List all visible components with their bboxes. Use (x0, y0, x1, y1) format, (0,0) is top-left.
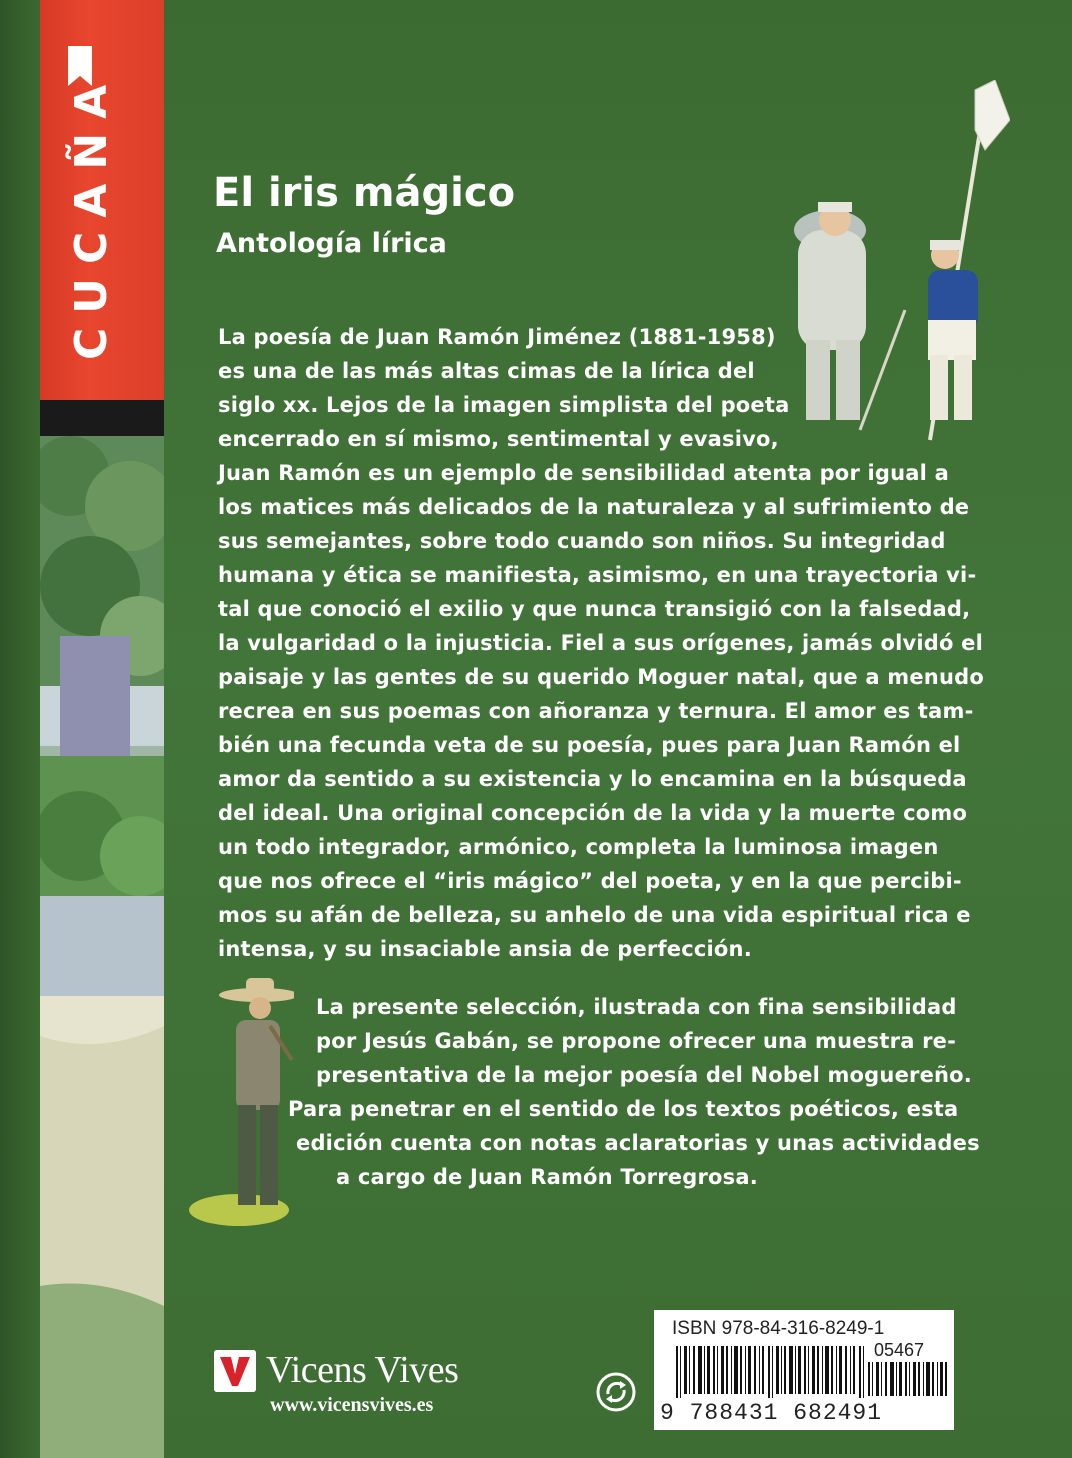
ean-number: 9 788431 682491 (660, 1400, 883, 1426)
publisher-website[interactable]: www.vicensvives.es (270, 1394, 434, 1416)
spine-illustration (40, 436, 164, 1458)
text-line: es una de las más altas cimas de la lírica del (218, 359, 755, 383)
text-line: sus semejantes, sobre todo cuando son niños. Su integridad (218, 529, 946, 553)
recycle-icon (596, 1372, 636, 1412)
text-line: La poesía de Juan Ramón Jiménez (1881-1958) (218, 325, 776, 349)
text-line: un todo integrador, armónico, completa la luminosa imagen (218, 835, 939, 859)
book-title: El iris mágico (213, 170, 516, 216)
publisher-name: Vicens Vives (266, 1349, 459, 1391)
book-subtitle: Antología lírica (216, 228, 447, 259)
text-line: tal que conoció el exilio y que nunca transigió con la falsedad, (218, 597, 971, 621)
text-line: bién una fecunda veta de su poesía, pues para Juan Ramón el (218, 733, 961, 757)
text-line: La presente selección, ilustrada con fina sensibilidad (316, 995, 957, 1019)
two-men-illustration (770, 80, 1010, 450)
text-line: siglo xx. Lejos de la imagen simplista del poeta (218, 393, 790, 417)
garden-illustration (40, 436, 164, 1458)
spine-divider (40, 400, 164, 436)
ean-barcode (676, 1346, 866, 1398)
text-line: encerrado en sí mismo, sentimental y evasivo, (218, 427, 779, 451)
text-line: humana y ética se manifiesta, asimismo, en una trayectoria vi- (218, 563, 977, 587)
text-line: intensa, y su insaciable ansia de perfección. (218, 937, 752, 961)
publisher-logo-icon (214, 1350, 256, 1392)
text-line: recrea en sus poemas con añoranza y ternura. El amor es tam- (218, 699, 974, 723)
text-line: los matices más delicados de la naturaleza y al sufrimiento de (218, 495, 970, 519)
text-line: paisaje y las gentes de su querido Moguer natal, que a menudo (218, 665, 984, 689)
isbn-label: ISBN 978-84-316-8249-1 (672, 1318, 885, 1339)
text-line: Para penetrar en el sentido de los textos poéticos, esta (288, 1097, 959, 1121)
text-line: amor da sentido a su existencia y lo encamina en la búsqueda (218, 767, 967, 791)
publisher-logo (214, 1350, 256, 1392)
text-line: por Jesús Gabán, se propone ofrecer una muestra re- (316, 1029, 957, 1053)
text-line: del ideal. Una original concepción de la vida y la muerte como (218, 801, 968, 825)
text-line: Juan Ramón es un ejemplo de sensibilidad atenta por igual a (218, 461, 949, 485)
price-code: 05467 (874, 1340, 925, 1360)
text-line: la vulgaridad o la injusticia. Fiel a sus orígenes, jamás olvidó el (218, 631, 984, 655)
spine-edge (0, 0, 40, 1458)
flute-player-illustration (184, 970, 294, 1230)
price-barcode (868, 1362, 948, 1396)
series-label: CUCAÑA (66, 70, 117, 360)
text-line: que nos ofrece el “iris mágico” del poeta, y en la que percibi- (218, 869, 962, 893)
text-line: edición cuenta con notas aclaratorias y unas actividades (296, 1131, 980, 1155)
text-line: mos su afán de belleza, su anhelo de una vida espiritual rica e (218, 903, 971, 927)
text-line: presentativa de la mejor poesía del Nobel moguereño. (316, 1063, 972, 1087)
text-line: a cargo de Juan Ramón Torregrosa. (336, 1165, 758, 1189)
